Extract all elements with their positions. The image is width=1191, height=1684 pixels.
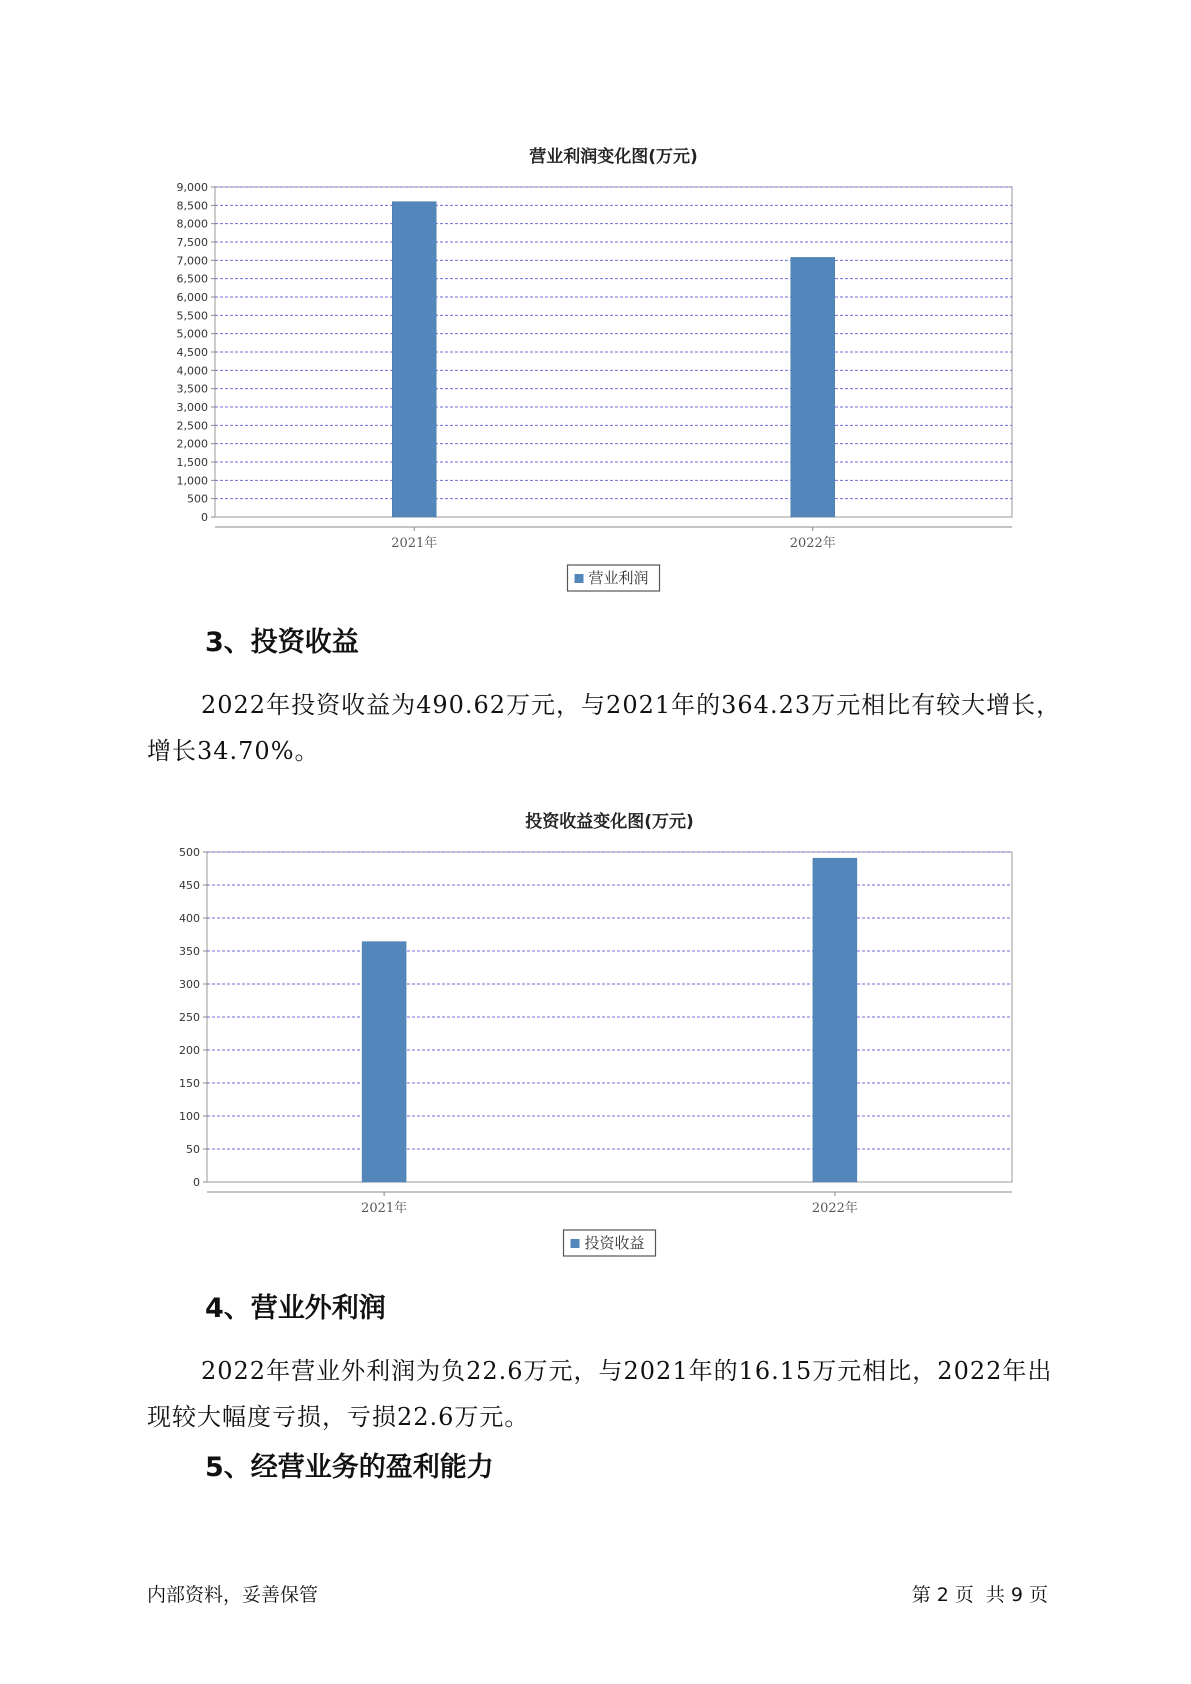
y-tick-label: 3,500 xyxy=(176,382,208,396)
operating-profit-chart xyxy=(160,135,1040,595)
footer-confidential: 内部资料，妥善保管 xyxy=(147,1584,319,1606)
y-tick-label: 7,000 xyxy=(176,254,208,268)
section-4-text-content: 2022年营业外利润为负22.6万元，与2021年的16.15万元相比，2022年出现较大幅度亏损，亏损22.6万元。 xyxy=(147,1357,1053,1431)
y-tick-label: 350 xyxy=(179,945,200,958)
y-tick-label: 2,500 xyxy=(176,419,208,433)
legend-swatch xyxy=(571,1239,580,1248)
section-3-heading: 3、投资收益 xyxy=(205,627,359,658)
y-tick-label: 200 xyxy=(179,1044,200,1057)
y-tick-label: 0 xyxy=(201,511,208,524)
y-tick-label: 300 xyxy=(179,978,200,991)
section-4-text xyxy=(147,1348,1067,1440)
page-total: 9 xyxy=(1010,1584,1023,1606)
legend-swatch xyxy=(575,574,584,583)
y-tick-label: 5,500 xyxy=(176,309,208,323)
y-tick-label: 1,500 xyxy=(176,456,208,469)
section-5-heading: 5、经营业务的盈利能力 xyxy=(205,1452,494,1483)
x-tick-label: 2021年 xyxy=(361,1201,408,1216)
y-tick-label: 4,000 xyxy=(176,364,208,378)
legend-label: 营业利润 xyxy=(588,569,649,587)
y-tick-label: 250 xyxy=(179,1011,200,1024)
y-tick-label: 100 xyxy=(179,1110,200,1123)
chart-title: 投资收益变化图(万元) xyxy=(525,812,694,832)
y-tick-label: 400 xyxy=(179,912,200,925)
y-tick-label: 8,500 xyxy=(176,199,208,213)
footer-page-number xyxy=(909,1582,1051,1608)
operating-profit-chart-svg xyxy=(160,135,1040,595)
page-suffix: 页 xyxy=(1028,1584,1048,1606)
y-tick-label: 7,500 xyxy=(176,236,208,249)
y-tick-label: 0 xyxy=(193,1176,200,1189)
page-mid: 页 共 xyxy=(954,1584,1005,1606)
y-tick-label: 9,000 xyxy=(176,181,208,194)
page-prefix: 第 xyxy=(911,1584,931,1606)
section-3-text xyxy=(147,682,1067,774)
x-tick-label: 2022年 xyxy=(789,536,836,551)
y-tick-label: 8,000 xyxy=(176,217,208,231)
chart-title: 营业利润变化图(万元) xyxy=(529,147,698,167)
y-tick-label: 1,000 xyxy=(176,474,208,488)
y-tick-label: 6,000 xyxy=(176,291,208,304)
y-tick-label: 450 xyxy=(179,879,200,892)
x-tick-label: 2022年 xyxy=(811,1201,858,1216)
investment-income-chart-svg xyxy=(160,800,1040,1260)
y-tick-label: 6,500 xyxy=(176,272,208,286)
page-current: 2 xyxy=(936,1584,949,1606)
y-tick-label: 500 xyxy=(179,846,200,859)
y-tick-label: 4,500 xyxy=(176,346,208,359)
y-tick-label: 500 xyxy=(187,492,208,506)
bar-2021年 xyxy=(362,942,406,1182)
bar-2022年 xyxy=(813,858,857,1182)
section-3-text-content: 2022年投资收益为490.62万元，与2021年的364.23万元相比有较大增长，增长34.70%。 xyxy=(147,691,1062,765)
bar-2022年 xyxy=(791,257,835,517)
investment-income-chart xyxy=(160,800,1040,1260)
y-tick-label: 50 xyxy=(186,1143,200,1156)
y-tick-label: 2,000 xyxy=(176,437,208,451)
y-tick-label: 5,000 xyxy=(176,327,208,341)
y-tick-label: 150 xyxy=(179,1077,200,1090)
section-4-heading: 4、营业外利润 xyxy=(205,1293,386,1324)
legend-label: 投资收益 xyxy=(584,1234,645,1252)
x-tick-label: 2021年 xyxy=(391,536,438,551)
y-tick-label: 3,000 xyxy=(176,401,208,414)
bar-2021年 xyxy=(392,202,436,517)
